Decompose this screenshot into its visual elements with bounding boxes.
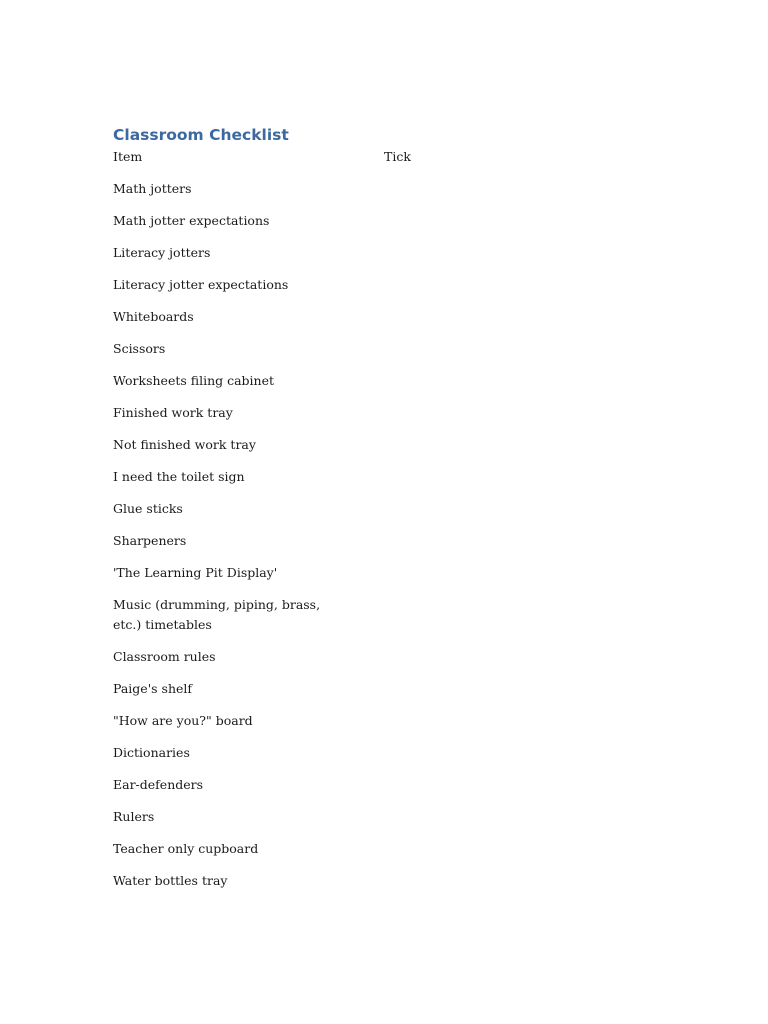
checklist-item-cell (113, 807, 384, 839)
checklist-item-label: Paige's shelf (113, 681, 193, 696)
table-row (113, 211, 533, 243)
tick-cell[interactable] (384, 743, 533, 775)
table-row (113, 871, 533, 903)
table-row (113, 179, 533, 211)
checklist-item-cell (113, 403, 384, 435)
checklist-table (113, 147, 533, 903)
tick-cell[interactable] (384, 531, 533, 563)
tick-cell[interactable] (384, 679, 533, 711)
checklist-item-label: Music (drumming, piping, brass, etc.) timetables (113, 597, 321, 632)
checklist-item-cell (113, 179, 384, 211)
checklist-item-cell (113, 339, 384, 371)
checklist-item-cell (113, 839, 384, 871)
tick-cell[interactable] (384, 307, 533, 339)
checklist-item-cell (113, 679, 384, 711)
table-row (113, 807, 533, 839)
table-row (113, 307, 533, 339)
checklist-item-label: Rulers (113, 809, 155, 824)
checklist-item-label: Literacy jotters (113, 245, 211, 260)
tick-cell[interactable] (384, 435, 533, 467)
tick-cell[interactable] (384, 775, 533, 807)
tick-cell[interactable] (384, 563, 533, 595)
checklist-item-cell (113, 563, 384, 595)
document-title: Classroom Checklist (113, 126, 289, 144)
checklist-item-label: Classroom rules (113, 649, 216, 664)
tick-cell[interactable] (384, 711, 533, 743)
checklist-item-cell (113, 499, 384, 531)
checklist-item-cell (113, 275, 384, 307)
table-row (113, 839, 533, 871)
tick-cell[interactable] (384, 839, 533, 871)
tick-cell[interactable] (384, 807, 533, 839)
checklist-item-cell (113, 435, 384, 467)
checklist-body (113, 179, 533, 903)
checklist-item-label: Literacy jotter expectations (113, 277, 289, 292)
checklist-item-label: Water bottles tray (113, 873, 228, 888)
checklist-item-cell (113, 531, 384, 563)
table-row (113, 563, 533, 595)
table-row (113, 711, 533, 743)
table-row (113, 435, 533, 467)
checklist-item-label: Worksheets filing cabinet (113, 373, 275, 388)
tick-cell[interactable] (384, 467, 533, 499)
tick-cell[interactable] (384, 339, 533, 371)
checklist-item-label: 'The Learning Pit Display' (113, 565, 278, 580)
tick-cell[interactable] (384, 243, 533, 275)
tick-cell[interactable] (384, 275, 533, 307)
checklist-item-cell (113, 371, 384, 403)
document-page (113, 124, 673, 903)
tick-cell[interactable] (384, 371, 533, 403)
checklist-item-label: I need the toilet sign (113, 469, 245, 484)
table-row (113, 403, 533, 435)
checklist-item-cell (113, 775, 384, 807)
tick-cell[interactable] (384, 179, 533, 211)
table-row (113, 775, 533, 807)
checklist-item-label: Teacher only cupboard (113, 841, 259, 856)
checklist-item-label: "How are you?" board (113, 713, 253, 728)
checklist-item-cell (113, 711, 384, 743)
checklist-item-cell (113, 743, 384, 775)
table-row (113, 339, 533, 371)
table-row (113, 275, 533, 307)
table-row (113, 647, 533, 679)
checklist-item-label: Whiteboards (113, 309, 194, 324)
checklist-item-label: Not finished work tray (113, 437, 256, 452)
table-row (113, 743, 533, 775)
checklist-item-cell (113, 211, 384, 243)
tick-cell[interactable] (384, 595, 533, 647)
checklist-item-cell (113, 647, 384, 679)
tick-cell[interactable] (384, 499, 533, 531)
table-row (113, 243, 533, 275)
checklist-item-label: Scissors (113, 341, 166, 356)
checklist-item-cell (113, 307, 384, 339)
table-row (113, 595, 533, 647)
table-row (113, 679, 533, 711)
tick-cell[interactable] (384, 403, 533, 435)
checklist-item-label: Math jotters (113, 181, 192, 196)
tick-cell[interactable] (384, 871, 533, 903)
table-row (113, 531, 533, 563)
checklist-item-label: Finished work tray (113, 405, 233, 420)
checklist-item-cell (113, 871, 384, 903)
tick-cell[interactable] (384, 211, 533, 243)
checklist-item-label: Glue sticks (113, 501, 183, 516)
checklist-item-label: Ear-defenders (113, 777, 204, 792)
checklist-item-label: Math jotter expectations (113, 213, 270, 228)
table-row (113, 499, 533, 531)
column-header-item: Item (113, 149, 143, 164)
table-row (113, 467, 533, 499)
checklist-item-cell (113, 243, 384, 275)
checklist-item-label: Dictionaries (113, 745, 190, 760)
table-header-row (113, 147, 533, 179)
column-header-tick: Tick (384, 149, 411, 164)
table-row (113, 371, 533, 403)
checklist-item-cell (113, 595, 384, 647)
tick-cell[interactable] (384, 647, 533, 679)
checklist-item-cell (113, 467, 384, 499)
checklist-item-label: Sharpeners (113, 533, 187, 548)
